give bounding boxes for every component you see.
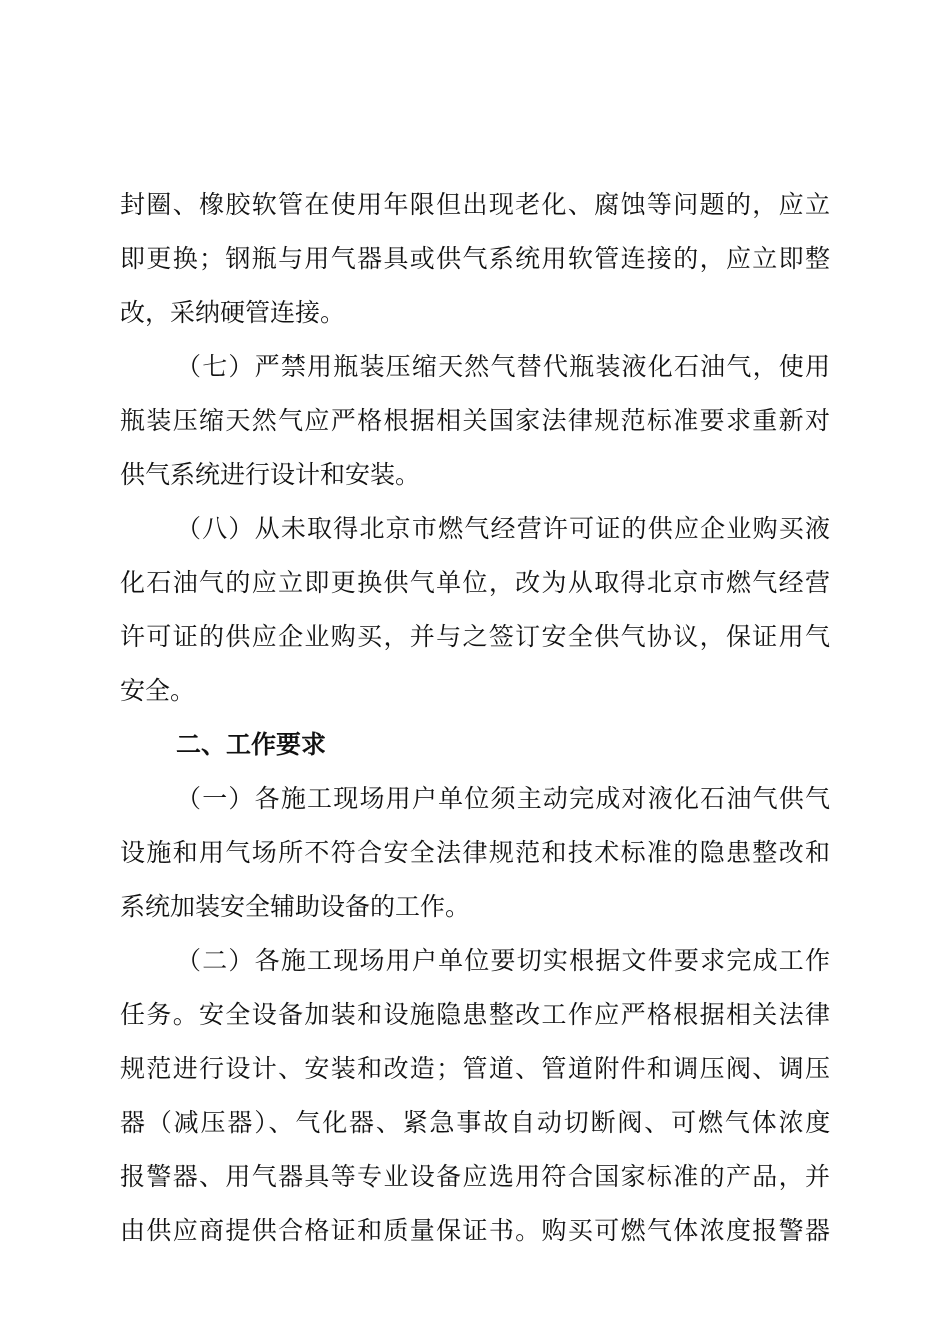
text-line: （八）从未取得北京市燃气经营许可证的供应企业购买液 (176, 514, 830, 543)
text-line: 由供应商提供合格证和质量保证书。购买可燃气体浓度报警器 (120, 1216, 830, 1245)
text-line: （二）各施工现场用户单位要切实根据文件要求完成工作 (176, 946, 830, 975)
text-line: 供气系统进行设计和安装。 (120, 460, 421, 489)
text-line: 安全。 (120, 676, 196, 705)
text-line: （七）严禁用瓶装压缩天然气替代瓶装液化石油气，使用 (176, 352, 830, 381)
text-line: 任务。安全设备加装和设施隐患整改工作应严格根据相关法律 (120, 1000, 830, 1029)
text-line: 器（减压器）、气化器、紧急事故自动切断阀、可燃气体浓度 (120, 1108, 830, 1137)
text-line: 许可证的供应企业购买，并与之签订安全供气协议，保证用气 (120, 622, 830, 651)
text-line: 封圈、橡胶软管在使用年限但出现老化、腐蚀等问题的，应立 (120, 190, 830, 219)
text-line: 系统加装安全辅助设备的工作。 (120, 892, 471, 921)
text-line: 即更换；钢瓶与用气器具或供气系统用软管连接的，应立即整 (120, 244, 830, 273)
section-heading: 二、工作要求 (176, 730, 327, 759)
text-line: 规范进行设计、安装和改造；管道、管道附件和调压阀、调压 (120, 1054, 830, 1083)
text-line: （一）各施工现场用户单位须主动完成对液化石油气供气 (176, 784, 830, 813)
text-line: 瓶装压缩天然气应严格根据相关国家法律规范标准要求重新对 (120, 406, 830, 435)
document-body (120, 178, 830, 1258)
text-line: 改，采纳硬管连接。 (120, 298, 346, 327)
text-line: 报警器、用气器具等专业设备应选用符合国家标准的产品，并 (120, 1162, 830, 1191)
text-line: 设施和用气场所不符合安全法律规范和技术标准的隐患整改和 (120, 838, 830, 867)
text-line: 化石油气的应立即更换供气单位，改为从取得北京市燃气经营 (120, 568, 830, 597)
